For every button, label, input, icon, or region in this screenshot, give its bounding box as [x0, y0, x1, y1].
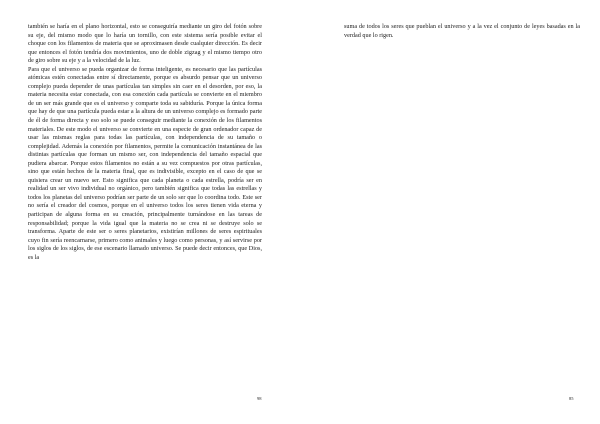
left-page-body — [28, 23, 262, 262]
page-number: 98 — [257, 396, 262, 401]
page-number: 85 — [569, 396, 574, 401]
right-page — [300, 0, 600, 424]
paragraph: suma de todos los seres que pueblan el universo y a la vez el conjunto de leyes basadas en la verdad que lo rigen. — [344, 23, 580, 39]
paragraph: también se haría en el plano horizontal, esto se conseguiría mediante un giro del fotón sobre su eje, del mismo modo que lo haría un tornillo, con este sistema sería posible evitar el choque con los filamentos de materia que se aproximasen desde cualquier dirección. Es decir que entonces el fotón tendría dos movimientos, uno de doble zigzag y el mismo tiempo otro de giro sobre su eje y a la velocidad de la luz. — [28, 23, 262, 65]
paragraph: Para que el universo se pueda organizar de forma inteligente, es necesario que las partículas atómicas estén conectadas entre sí directamente, porque es absurdo pensar que un universo complejo pueda depender de unas partículas tan simples sin caer en el desorden, por eso, la materia necesita estar conectada, con esa conexión cada partícula se convierte en el miembro de un ser más grande que es el universo y comparte toda su sabiduría. Porque la única forma que hay de que una partícula pueda estar a la altura de un universo complejo es formado parte de él de forma directa y eso solo se puede conseguir mediante la conexión de los filamentos materiales. De este modo el universo se convierte en una especie de gran ordenador capaz de usar las mismas reglas para todas las partículas, con independencia de su tamaño o complejidad. Además la conexión por filamentos, permite la comunicación instantánea de las distintas partículas que forman un mismo ser, con independencia del tamaño espacial que pudiera abarcar. Porque estos filamentos no están a su vez compuestos por otras partículas, sino que están hechos de la materia final, que es indivisible, excepto en el caso de que se quisiera crear un nuevo ser. Esto significa que cada planeta o cada estrella, podría ser en realidad un ser vivo individual no orgánico, pero también significa que todas las estrellas y todos los planetas del universo podrían ser parte de un solo ser que lo coordina todo. Este ser no sería el creador del cosmos, porque en el universo todos los seres tienen vida eterna y participan de alguna forma en su creación, principalmente turnándose en las tareas de responsabilidad; porque la vida igual que la materia no se crea ni se destruye solo se transforma. Aparte de este ser o seres planetarios, existirían millones de seres espirituales cuyo fin sería reencarnarse, primero como animales y luego como personas, y así servirse por los siglos de los siglos, de ese escenario llamado universo. Se puede decir entonces, que Dios, es la — [28, 65, 262, 261]
right-page-body — [344, 23, 580, 40]
